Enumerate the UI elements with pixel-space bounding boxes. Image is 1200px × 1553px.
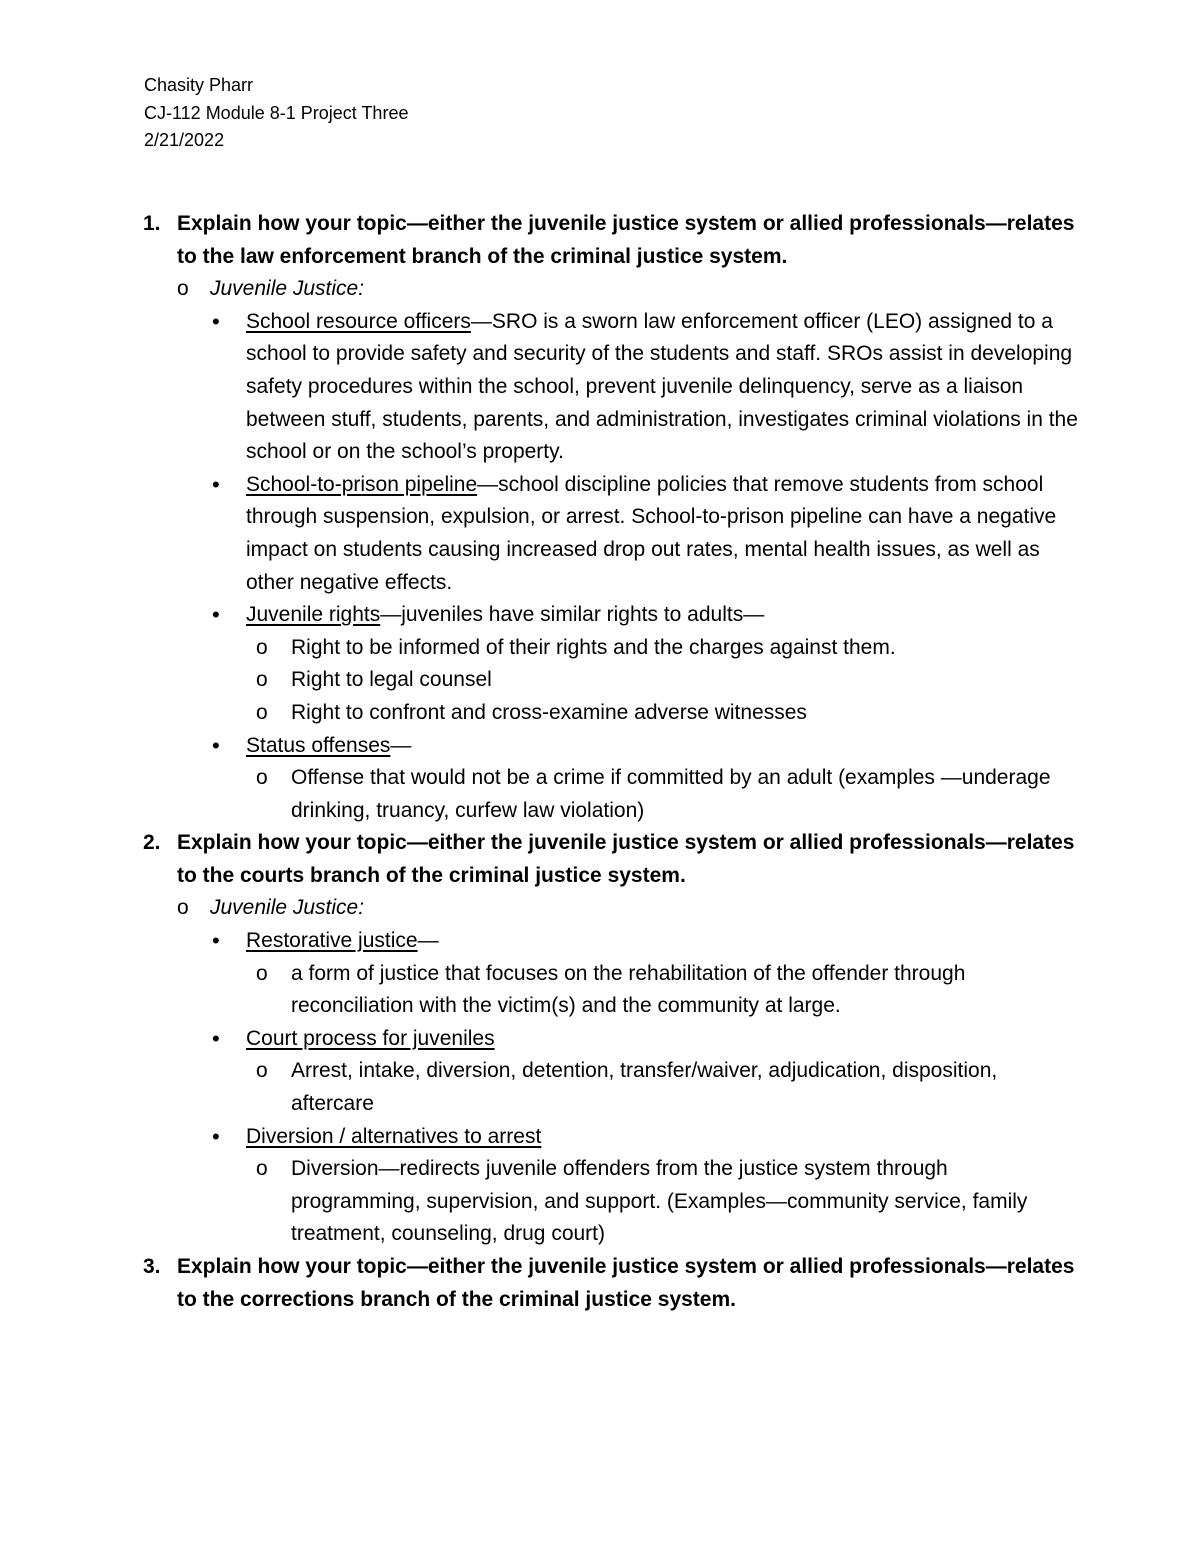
sub-bullet-icon: o bbox=[256, 1059, 268, 1083]
sub-item-text: Right to confront and cross-examine adverse witnesses bbox=[291, 700, 807, 724]
question-number: 1. bbox=[143, 212, 161, 235]
sub-item bbox=[0, 664, 1200, 697]
course-title: CJ-112 Module 8-1 Project Three bbox=[144, 103, 409, 123]
list-item bbox=[0, 1121, 1200, 1154]
item-term: School resource officers bbox=[246, 309, 471, 333]
question-2 bbox=[0, 827, 1200, 892]
sub-item-text: Right to be informed of their rights and the charges against them. bbox=[291, 635, 896, 659]
item-description: — bbox=[390, 733, 412, 757]
sub-item-text: Diversion—redirects juvenile offenders from the justice system through programming, supervision, and support. (Examples—community service, family treatment, counseling, drug court) bbox=[291, 1157, 1028, 1246]
bullet-icon: • bbox=[212, 928, 220, 954]
section-label: Juvenile Justice: bbox=[210, 896, 365, 920]
sub-item-text: Right to legal counsel bbox=[291, 668, 492, 692]
item-term: Diversion / alternatives to arrest bbox=[246, 1124, 542, 1148]
sub-bullet-icon: o bbox=[256, 961, 268, 985]
sub-item-text: Arrest, intake, diversion, detention, transfer/waiver, adjudication, disposition, aftercare bbox=[291, 1059, 998, 1116]
list-item bbox=[0, 925, 1200, 958]
question-number: 3. bbox=[143, 1255, 161, 1278]
question-text: Explain how your topic—either the juvenile justice system or allied professionals—relates to the courts branch of the criminal justice system. bbox=[177, 831, 1075, 887]
bullet-icon: • bbox=[212, 732, 220, 758]
question-text: Explain how your topic—either the juvenile justice system or allied professionals—relates to the corrections branch of the criminal justice system. bbox=[177, 1255, 1075, 1311]
item-description: — bbox=[417, 929, 439, 953]
sub-bullet-icon: o bbox=[256, 1157, 268, 1181]
item-term: Court process for juveniles bbox=[246, 1026, 495, 1050]
item-description: —juveniles have similar rights to adults— bbox=[380, 603, 765, 627]
list-item bbox=[0, 599, 1200, 632]
question-3 bbox=[0, 1251, 1200, 1316]
section-heading bbox=[0, 892, 1200, 925]
list-item bbox=[0, 469, 1200, 599]
item-term: Status offenses bbox=[246, 733, 391, 757]
section-label: Juvenile Justice: bbox=[210, 277, 365, 301]
bullet-icon: • bbox=[212, 1025, 220, 1051]
document-body bbox=[0, 208, 1200, 1316]
item-term: Juvenile rights bbox=[246, 603, 381, 627]
item-description: —school discipline policies that remove students from school through suspension, expulsion, or arrest. School-to-prison pipeline can have a negative impact on students causing increased drop out rates, mental health issues, as well as other negative effects. bbox=[246, 472, 1057, 594]
document-date: 2/21/2022 bbox=[144, 130, 225, 150]
sub-item bbox=[0, 1153, 1200, 1251]
section-marker: o bbox=[177, 277, 189, 301]
sub-item bbox=[0, 762, 1200, 827]
sub-bullet-icon: o bbox=[256, 635, 268, 659]
bullet-icon: • bbox=[212, 1123, 220, 1149]
sub-item bbox=[0, 697, 1200, 730]
question-number: 2. bbox=[143, 831, 161, 855]
question-1 bbox=[0, 208, 1200, 273]
list-item bbox=[0, 306, 1200, 469]
list-item bbox=[0, 730, 1200, 763]
sub-bullet-icon: o bbox=[256, 700, 268, 724]
bullet-icon: • bbox=[212, 308, 220, 334]
section-marker: o bbox=[177, 896, 189, 920]
sub-item-text: a form of justice that focuses on the rehabilitation of the offender through reconciliation with the victim(s) and the community at large. bbox=[291, 961, 966, 1018]
bullet-icon: • bbox=[212, 602, 220, 628]
sub-bullet-icon: o bbox=[256, 668, 268, 692]
sub-item bbox=[0, 632, 1200, 665]
sub-item bbox=[0, 1055, 1200, 1120]
item-description: —SRO is a sworn law enforcement officer (LEO) assigned to a school to provide safety and security of the students and staff. SROs assist in developing safety procedures within the school, prevent juvenile delinquency, serve as a liaison between stuff, students, parents, and administration, investigates criminal violations in the school or on the school’s property. bbox=[246, 309, 1078, 464]
author-name: Chasity Pharr bbox=[144, 75, 254, 95]
section-heading bbox=[0, 273, 1200, 306]
item-term: School-to-prison pipeline bbox=[246, 472, 478, 496]
item-term: Restorative justice bbox=[246, 929, 418, 953]
bullet-icon: • bbox=[212, 471, 220, 497]
list-item bbox=[0, 1023, 1200, 1056]
sub-bullet-icon: o bbox=[256, 766, 268, 790]
question-text: Explain how your topic—either the juvenile justice system or allied professionals—relates to the law enforcement branch of the criminal justice system. bbox=[177, 212, 1075, 268]
sub-item bbox=[0, 958, 1200, 1023]
sub-item-text: Offense that would not be a crime if committed by an adult (examples —underage drinking, truancy, curfew law violation) bbox=[291, 766, 1051, 822]
